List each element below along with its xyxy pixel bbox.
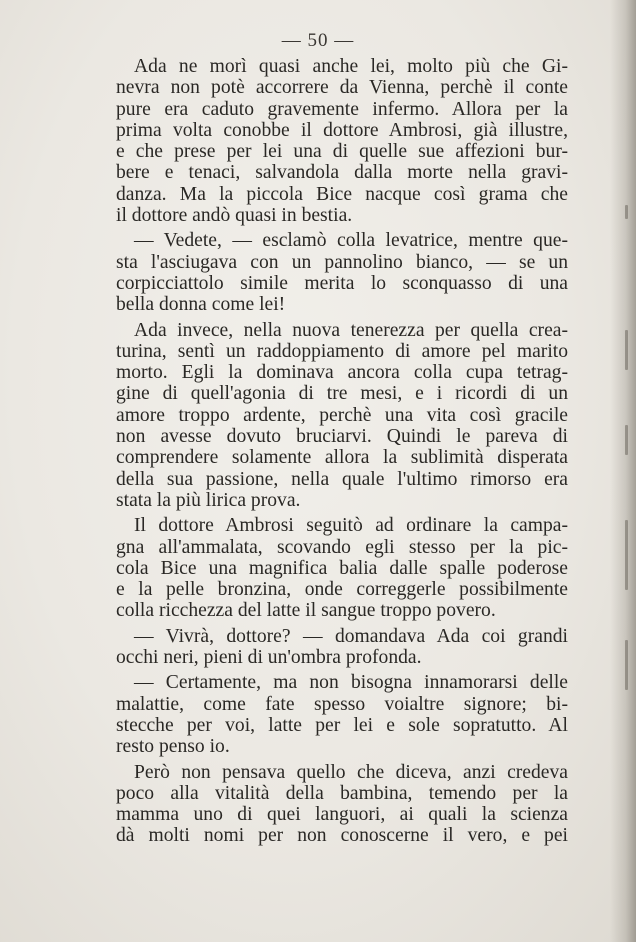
text-line: sta l'asciugava con un pannolino bianco, — se un <box>116 251 568 273</box>
text-line: bella donna come lei! <box>116 294 286 316</box>
text-line: poco alla vitalità della bambina, temendo per la <box>116 782 568 804</box>
paragraph <box>116 762 568 847</box>
text-line: stata la più lirica prova. <box>116 489 301 511</box>
text-line: danza. Ma la piccola Bice nacque così grama che <box>116 183 568 205</box>
margin-mark <box>625 640 628 690</box>
text-line: colla ricchezza del latte il sangue troppo povero. <box>116 600 496 622</box>
text-line: della sua passione, nella quale l'ultimo rimorso era <box>116 468 568 490</box>
paragraph <box>116 515 568 621</box>
body-text <box>116 56 568 851</box>
text-line: — Vedete, — esclamò colla levatrice, mentre que- <box>134 230 568 252</box>
margin-mark <box>625 520 628 590</box>
text-line: turina, sentì un raddoppiamento di amore pel marito <box>116 340 568 362</box>
paragraph <box>116 626 568 669</box>
paragraph <box>116 56 568 226</box>
text-line: mamma uno di quei languori, ai quali la scienza <box>116 804 568 826</box>
paragraph <box>116 320 568 512</box>
text-line: Però non pensava quello che diceva, anzi credeva <box>134 761 568 783</box>
text-line: e che prese per lei una di quelle sue affezioni bur- <box>116 141 568 163</box>
text-line: e la pelle bronzina, onde correggerle possibilmente <box>116 579 568 601</box>
text-line: resto penso io. <box>116 736 230 758</box>
text-line: — Vivrà, dottore? — domandava Ada coi grandi <box>134 625 568 647</box>
text-line: gine di quell'agonia di tre mesi, e i ricordi di un <box>116 383 568 405</box>
text-line: cola Bice una magnifica balia dalle spalle poderose <box>116 557 568 579</box>
text-line: occhi neri, pieni di un'ombra profonda. <box>116 647 422 669</box>
text-line: gna all'ammalata, scovando egli stesso per la pic- <box>116 536 568 558</box>
text-line: Il dottore Ambrosi seguitò ad ordinare la campa- <box>134 515 568 537</box>
text-line: malattie, come fate spesso voialtre signore; bi- <box>116 693 568 715</box>
text-line: dà molti nomi per non conoscerne il vero, e pei <box>116 825 568 847</box>
paragraph <box>116 230 568 315</box>
page-number: — 50 — <box>281 30 355 51</box>
text-line: pure era caduto gravemente infermo. Allora per la <box>116 98 568 120</box>
text-line: bere e tenaci, salvandola dalla morte nella gravi- <box>116 162 568 184</box>
text-line: morto. Egli la dominava ancora colla cupa tetrag- <box>116 362 568 384</box>
text-line: comprendere solamente allora la sublimità disperata <box>116 447 568 469</box>
text-line: amore troppo ardente, perchè una vita così gracile <box>116 404 568 426</box>
text-line: Ada invece, nella nuova tenerezza per quella crea- <box>134 319 568 341</box>
page-spine-shadow <box>610 0 636 942</box>
text-line: corpicciattolo simile merita lo sconquasso di una <box>116 272 568 294</box>
margin-mark <box>625 205 628 219</box>
text-line: prima volta conobbe il dottore Ambrosi, già illustre, <box>116 119 568 141</box>
text-line: nevra non potè accorrere da Vienna, perchè il conte <box>116 77 568 99</box>
text-line: — Certamente, ma non bisogna innamorarsi delle <box>134 672 568 694</box>
text-line: Ada ne morì quasi anche lei, molto più che Gi- <box>134 56 568 77</box>
margin-mark <box>625 330 628 370</box>
paragraph <box>116 672 568 757</box>
text-line: non avesse dovuto bruciarvi. Quindi le pareva di <box>116 426 568 448</box>
margin-mark <box>625 425 628 455</box>
text-line: il dottore andò quasi in bestia. <box>116 205 353 227</box>
text-line: stecche per voi, latte per lei e sole sopratutto. Al <box>116 714 568 736</box>
